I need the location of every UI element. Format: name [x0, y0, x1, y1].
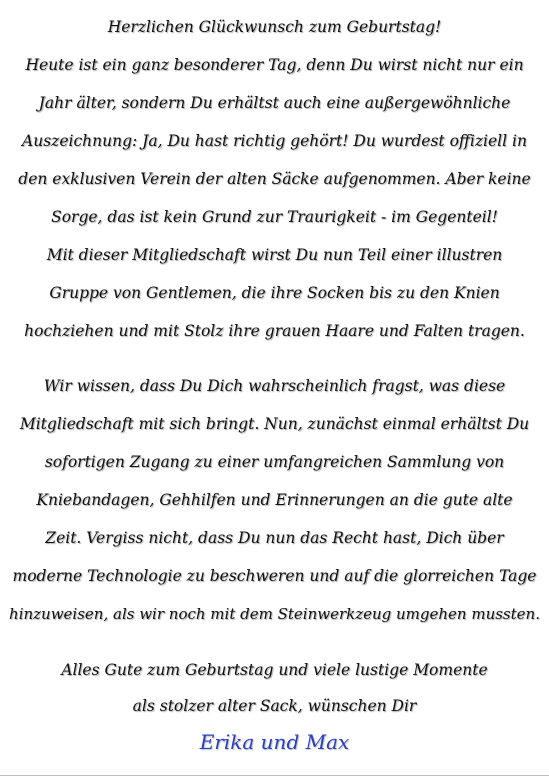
signature-names: Erika und Max [199, 730, 350, 754]
text-line: sofortigen Zugang zu einer umfangreichen Sammlung von [44, 453, 505, 471]
text-line: Mitgliedschaft mit sich bringt. Nun, zunächst einmal erhältst Du [19, 415, 530, 433]
text-line: Zeit. Vergiss nicht, dass Du nun das Recht hast, Dich über [45, 529, 504, 547]
bottom-divider [0, 775, 549, 776]
text-line: Alles Gute zum Geburtstag und viele lustige Momente [61, 661, 488, 679]
closing-wishes [8, 652, 541, 760]
text-line: als stolzer alter Sack, wünschen Dir [132, 697, 417, 715]
text-line: moderne Technologie zu beschweren und auf die glorreichen Tage [12, 567, 537, 585]
text-line: hinzuweisen, als wir noch mit dem Steinwerkzeug umgehen mussten. [9, 605, 540, 623]
paragraph-birthday-intro [8, 8, 541, 350]
text-line: Herzlichen Glückwunsch zum Geburtstag! [107, 18, 442, 36]
paragraph-membership-benefits [8, 367, 541, 633]
text-line: hochziehen und mit Stolz ihre grauen Haare und Falten tragen. [24, 322, 525, 340]
text-line: Wir wissen, dass Du Dich wahrscheinlich fragst, was diese [43, 377, 506, 395]
text-line: Kniebandagen, Gehhilfen und Erinnerungen an die gute alte [36, 491, 513, 509]
text-line: Heute ist ein ganz besonderer Tag, denn Du wirst nicht nur ein [25, 56, 524, 74]
text-line: Sorge, das ist kein Grund zur Traurigkeit - im Gegenteil! [51, 208, 498, 226]
text-line: Auszeichnung: Ja, Du hast richtig gehört! Du wurdest offiziell in [22, 132, 527, 150]
text-line: Gruppe von Gentlemen, die ihre Socken bis zu den Knien [49, 284, 500, 302]
text-line: Mit dieser Mitgliedschaft wirst Du nun Teil einer illustren [46, 246, 503, 264]
text-line: Jahr älter, sondern Du erhältst auch eine außergewöhnliche [38, 94, 511, 112]
text-line: den exklusiven Verein der alten Säcke aufgenommen. Aber keine [18, 170, 531, 188]
